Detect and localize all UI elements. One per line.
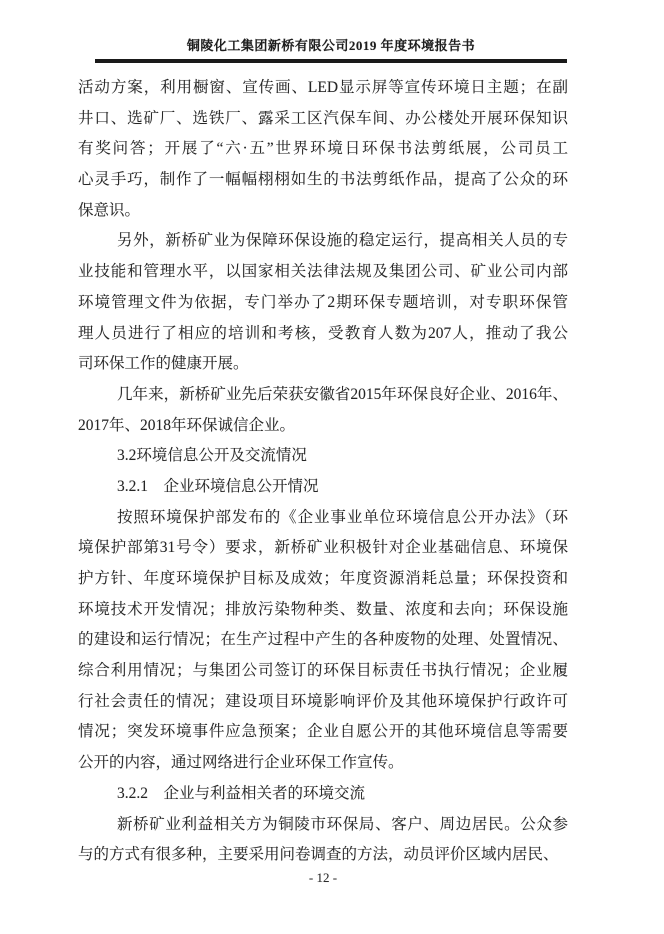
text-line: 境保护部第31号令）要求，新桥矿业积极针对企业基础信息、环境保 — [78, 539, 568, 557]
text-line: 活动方案，利用橱窗、宣传画、LED显示屏等宣传环境日主题；在副 — [78, 79, 568, 96]
text-line: 公开的内容，通过网络进行企业环保工作宣传。 — [78, 754, 404, 772]
text-line: 司环保工作的健康开展。 — [78, 355, 249, 373]
text-line: 与的方式有很多种，主要采用问卷调查的方法，动员评价区域内居民、 — [78, 846, 559, 864]
header-title: 铜陵化工集团新桥有限公司2019 年度环境报告书 — [186, 38, 476, 53]
text-line: 环境管理文件为依据，专门举办了2期环保专题培训，对专职环保管 — [78, 293, 568, 311]
text-line: 有奖问答；开展了“六·五”世界环境日环保书法剪纸展，公司员工 — [78, 140, 568, 158]
header-rule — [95, 59, 567, 63]
text-line: 业技能和管理水平，以国家相关法律法规及集团公司、矿业公司内部 — [78, 263, 568, 281]
page-header — [95, 36, 567, 63]
text-line: 2017年、2018年环保诚信企业。 — [78, 416, 296, 434]
text-line: 心灵手巧，制作了一幅幅栩栩如生的书法剪纸作品，提高了公众的环 — [78, 171, 568, 189]
page-number: - 12 - — [308, 870, 338, 885]
text-line: 行社会责任的情况；建设项目环境影响评价及其他环境保护行政许可 — [78, 692, 568, 710]
text-line: 保意识。 — [78, 201, 141, 219]
page-footer — [78, 868, 568, 888]
text-line: 的建设和运行情况；在生产过程中产生的各种废物的处理、处置情况、 — [78, 631, 568, 649]
text-line: 几年来，新桥矿业先后荣获安徽省2015年环保良好企业、2016年、 — [117, 385, 568, 403]
section-heading: 3.2.1 企业环境信息公开情况 — [117, 477, 319, 495]
text-line: 另外，新桥矿业为保障环保设施的稳定运行，提高相关人员的专 — [117, 232, 568, 250]
text-line: 情况；突发环境事件应急预案；企业自愿公开的其他环境信息等需要 — [78, 723, 568, 741]
section-heading: 3.2环境信息公开及交流情况 — [117, 447, 307, 465]
text-line: 按照环境保护部发布的《企业事业单位环境信息公开办法》（环 — [117, 508, 568, 526]
text-line: 井口、选矿厂、选铁厂、露采工区汽保车间、办公楼处开展环保知识 — [78, 109, 568, 127]
text-line: 环境技术开发情况；排放污染物种类、数量、浓度和去向；环保设施 — [78, 600, 568, 618]
text-line: 综合利用情况；与集团公司签订的环保目标责任书执行情况；企业履 — [78, 662, 568, 680]
text-line: 理人员进行了相应的培训和考核，受教育人数为207人，推动了我公 — [78, 324, 568, 342]
document-body — [78, 73, 568, 871]
section-heading: 3.2.2 企业与利益相关者的环境交流 — [117, 784, 366, 802]
text-line: 新桥矿业利益相关方为铜陵市环保局、客户、周边居民。公众参 — [117, 815, 568, 833]
text-line: 护方针、年度环境保护目标及成效；年度资源消耗总量；环保投资和 — [78, 570, 568, 587]
